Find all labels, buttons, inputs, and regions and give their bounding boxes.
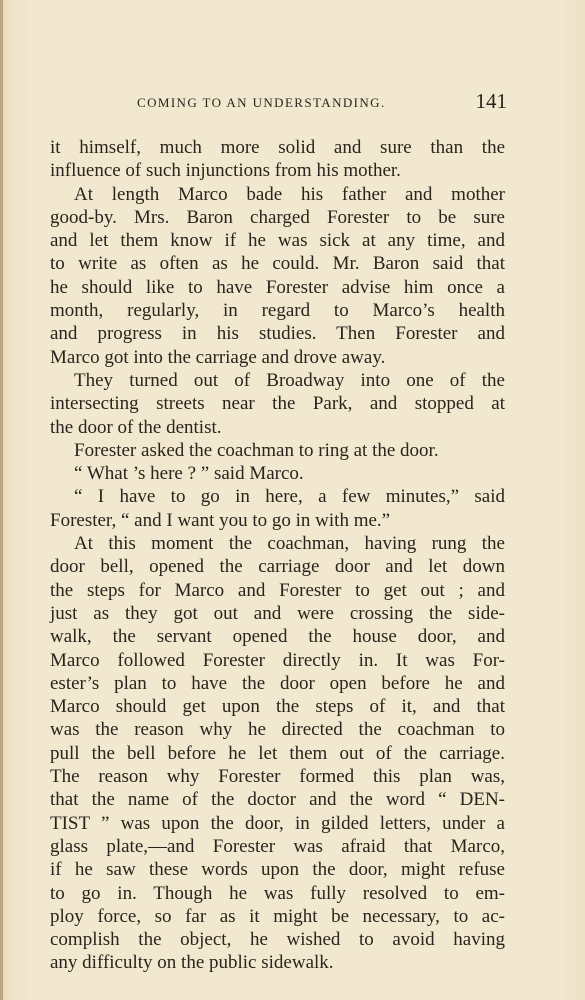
text-line: he should like to have Forester advise him once a — [50, 276, 505, 298]
text-line: Marco followed Forester directly in. It was For- — [50, 649, 505, 671]
text-line: good-by. Mrs. Baron charged Forester to be sure — [50, 206, 505, 228]
text-line: The reason why Forester formed this plan was, — [50, 766, 505, 788]
text-line: that the name of the doctor and the word “ DEN- — [50, 789, 505, 811]
binding-edge — [0, 0, 3, 1000]
text-line: Forester asked the coachman to ring at the door. — [74, 439, 439, 461]
text-line: to go in. Though he was fully resolved to em- — [50, 882, 505, 904]
text-line: At this moment the coachman, having rung the — [74, 533, 505, 555]
text-line: just as they got out and were crossing the side- — [50, 602, 505, 624]
text-line: At length Marco bade his father and mother — [74, 183, 505, 205]
text-line: They turned out of Broadway into one of the — [74, 369, 505, 391]
body-text — [50, 136, 505, 975]
text-line: the steps for Marco and Forester to get out ; and — [50, 579, 505, 601]
text-line: Marco got into the carriage and drove away. — [50, 346, 386, 368]
text-line: Marco should get upon the steps of it, and that — [50, 696, 505, 718]
text-line: month, regularly, in regard to Marco’s health — [50, 300, 505, 322]
text-line: any difficulty on the public sidewalk. — [50, 952, 334, 974]
running-title: COMING TO AN UNDERSTANDING. — [137, 95, 386, 110]
text-line: ploy force, so far as it might be necessary, to ac- — [50, 905, 505, 927]
text-line: “ I have to go in here, a few minutes,” said — [74, 486, 505, 508]
text-line: influence of such injunctions from his mother. — [50, 160, 401, 182]
text-line: and let them know if he was sick at any time, and — [50, 230, 505, 252]
text-line: to write as often as he could. Mr. Baron said that — [50, 253, 505, 275]
text-line: and progress in his studies. Then Forester and — [50, 323, 505, 345]
text-line: Forester, “ and I want you to go in with me.” — [50, 509, 391, 531]
page-number: 141 — [475, 89, 507, 113]
text-line: “ What ’s here ? ” said Marco. — [74, 463, 304, 485]
text-line: the door of the dentist. — [50, 416, 222, 438]
text-line: intersecting streets near the Park, and stopped at — [50, 393, 505, 415]
text-line: complish the object, he wished to avoid having — [50, 929, 505, 951]
text-line: TIST ” was upon the door, in gilded letters, under a — [50, 812, 505, 834]
text-line: it himself, much more solid and sure than the — [50, 137, 505, 158]
text-line: if he saw these words upon the door, might refuse — [50, 859, 505, 881]
text-line: walk, the servant opened the house door, and — [50, 626, 505, 648]
text-line: glass plate,—and Forester was afraid that Marco, — [50, 835, 505, 857]
page-header — [137, 89, 507, 115]
text-line: pull the bell before he let them out of the carriage. — [50, 742, 505, 764]
text-line: ester’s plan to have the door open before he and — [50, 672, 505, 694]
text-line: was the reason why he directed the coachman to — [50, 719, 505, 741]
text-line: door bell, opened the carriage door and let down — [50, 556, 505, 578]
